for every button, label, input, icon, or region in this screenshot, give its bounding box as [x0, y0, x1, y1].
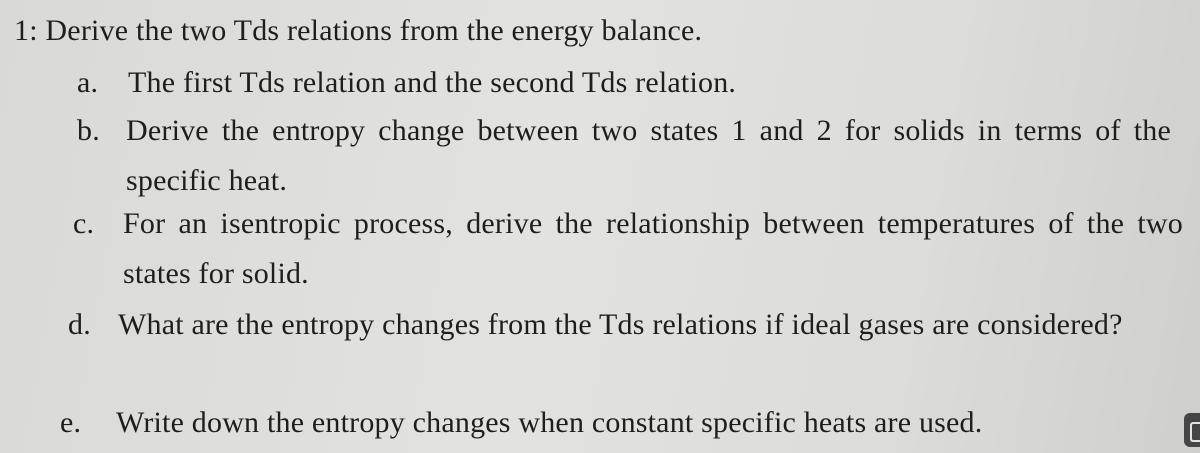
question-title: 1: Derive the two Tds relations from the energy balance. [14, 14, 703, 47]
subquestion-text: For an isentropic process, derive the relationship between temperatures of the two states for solid. [123, 207, 1183, 290]
subquestion-text: Write down the entropy changes when constant specific heats are used. [116, 406, 983, 439]
subquestion-marker: c. [73, 207, 95, 240]
subquestion-marker: a. [77, 66, 99, 99]
subquestion-text: Derive the entropy change between two states 1 and 2 for solids in terms of the specific heat. [126, 114, 1171, 197]
subquestion-marker: e. [60, 406, 82, 439]
subquestion-text: What are the entropy changes from the Tds relations if ideal gases are considered? [118, 308, 1123, 341]
subquestion-text: The first Tds relation and the second Tds relation. [128, 66, 737, 99]
subquestion-marker: d. [68, 308, 91, 341]
subquestion-marker: b. [77, 114, 100, 147]
overlay-tab-icon[interactable] [1184, 413, 1200, 447]
